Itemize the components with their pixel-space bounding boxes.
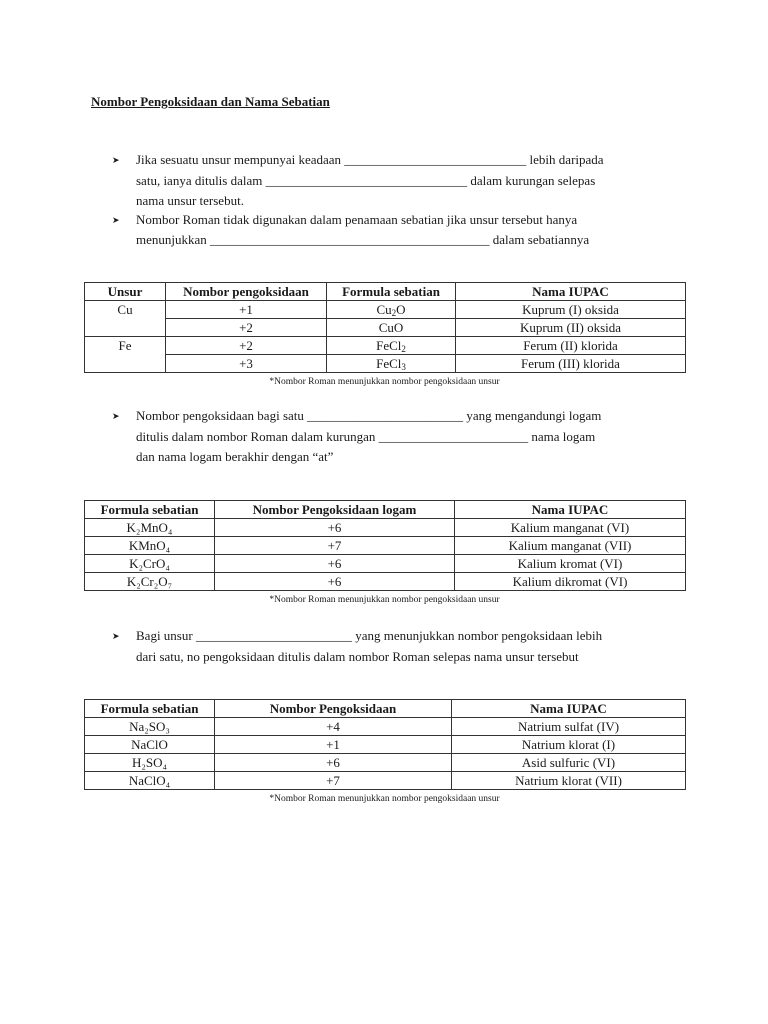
iupac-name-cell: Kalium manganat (VI) bbox=[455, 519, 686, 537]
table-row bbox=[85, 555, 686, 573]
table-header-row bbox=[85, 700, 686, 718]
iupac-name-cell: Asid sulfuric (VI) bbox=[452, 754, 686, 772]
formula-cell: CuO bbox=[327, 319, 456, 337]
iupac-name-cell: Kalium manganat (VII) bbox=[455, 537, 686, 555]
column-header: Nama IUPAC bbox=[455, 501, 686, 519]
oxidation-cell: +6 bbox=[215, 754, 452, 772]
formula-cell: $Cu_2O$ bbox=[327, 301, 456, 319]
oxidation-cell: +6 bbox=[215, 519, 455, 537]
bullet-line: ditulis dalam nombor Roman dalam kurungan _______________________ nama logam bbox=[136, 428, 596, 444]
table-footnote: *Nombor Roman menunjukkan nombor pengoksidaan unsur bbox=[269, 377, 500, 387]
table-header-row bbox=[85, 283, 686, 301]
bullet-list-3 bbox=[112, 626, 672, 667]
column-header: Nombor Pengoksidaan bbox=[215, 700, 452, 718]
table-row bbox=[85, 355, 686, 373]
iupac-name-cell: Ferum (II) klorida bbox=[456, 337, 686, 355]
arrow-bullet-icon: ➤ bbox=[112, 411, 120, 421]
page-title: Nombor Pengoksidaan dan Nama Sebatian bbox=[91, 94, 330, 109]
bullet-item bbox=[112, 150, 672, 212]
bullet-list-2 bbox=[112, 406, 672, 468]
formula-cell: NaClO₄ bbox=[85, 772, 215, 790]
formula-cell: FeCl$_2$ bbox=[327, 337, 456, 355]
arrow-bullet-icon: ➤ bbox=[112, 155, 120, 165]
table-row bbox=[85, 754, 686, 772]
bullet-item bbox=[112, 406, 672, 468]
formula-cell: K₂CrO₄ bbox=[85, 555, 215, 573]
bullet-line: Bagi unsur ________________________ yang menunjukkan nombor pengoksidaan lebih bbox=[136, 628, 603, 643]
bullet-list-1 bbox=[112, 150, 672, 251]
oxidation-cell: +2 bbox=[166, 319, 327, 337]
iupac-name-cell: Kalium dikromat (VI) bbox=[455, 573, 686, 591]
bullet-line: nama unsur tersebut. bbox=[136, 193, 244, 208]
oxidation-cell: +3 bbox=[166, 355, 327, 373]
table-row bbox=[85, 573, 686, 591]
formula-cell: H₂SO₄ bbox=[85, 754, 215, 772]
formula-cell: Na₂SO₃ bbox=[85, 718, 215, 736]
column-header: Nombor pengoksidaan bbox=[166, 283, 327, 301]
column-header: Formula sebatian bbox=[85, 700, 215, 718]
table-footnote: *Nombor Roman menunjukkan nombor pengoksidaan unsur bbox=[269, 595, 500, 605]
table-row bbox=[85, 772, 686, 790]
column-header: Unsur bbox=[85, 283, 166, 301]
table-row bbox=[85, 337, 686, 355]
iupac-name-cell: Kuprum (I) oksida bbox=[456, 301, 686, 319]
bullet-line: Nombor Roman tidak digunakan dalam penamaan sebatian jika unsur tersebut hanya bbox=[136, 211, 578, 227]
column-header: Formula sebatian bbox=[327, 283, 456, 301]
bullet-line: Jika sesuatu unsur mempunyai keadaan ____________________________ lebih daripada bbox=[136, 152, 604, 167]
table-footnote: *Nombor Roman menunjukkan nombor pengoksidaan unsur bbox=[269, 794, 500, 804]
column-header: Nama IUPAC bbox=[456, 283, 686, 301]
table-row bbox=[85, 301, 686, 319]
bullet-line: dan nama logam berakhir dengan “at” bbox=[136, 449, 334, 464]
bullet-line: satu, ianya ditulis dalam _______________________________ dalam kurungan selepas bbox=[136, 172, 596, 188]
iupac-name-cell: Kuprum (II) oksida bbox=[456, 319, 686, 337]
oxidation-cell: +7 bbox=[215, 537, 455, 555]
element-cell: Fe bbox=[85, 337, 166, 373]
oxidation-table-3 bbox=[84, 699, 686, 790]
element-cell: Cu bbox=[85, 301, 166, 337]
formula-cell: KMnO₄ bbox=[85, 537, 215, 555]
formula-cell: NaClO bbox=[85, 736, 215, 754]
arrow-bullet-icon: ➤ bbox=[112, 214, 120, 225]
bullet-line: dari satu, no pengoksidaan ditulis dalam nombor Roman selepas nama unsur tersebut bbox=[136, 648, 579, 664]
formula-cell: K₂MnO₄ bbox=[85, 519, 215, 537]
bullet-item bbox=[112, 210, 672, 251]
iupac-name-cell: Natrium klorat (VII) bbox=[452, 772, 686, 790]
iupac-name-cell: Kalium kromat (VI) bbox=[455, 555, 686, 573]
bullet-item bbox=[112, 626, 672, 667]
oxidation-cell: +6 bbox=[215, 555, 455, 573]
table-row bbox=[85, 319, 686, 337]
table-header-row bbox=[85, 501, 686, 519]
column-header: Nombor Pengoksidaan logam bbox=[215, 501, 455, 519]
iupac-name-cell: Natrium klorat (I) bbox=[452, 736, 686, 754]
formula-cell: FeCl$_3$ bbox=[327, 355, 456, 373]
formula-cell: K₂Cr₂O₇ bbox=[85, 573, 215, 591]
table-row bbox=[85, 736, 686, 754]
iupac-name-cell: Ferum (III) klorida bbox=[456, 355, 686, 373]
arrow-bullet-icon: ➤ bbox=[112, 631, 120, 641]
oxidation-cell: +4 bbox=[215, 718, 452, 736]
bullet-line: Nombor pengoksidaan bagi satu ________________________ yang mengandungi logam bbox=[136, 408, 602, 423]
column-header: Formula sebatian bbox=[85, 501, 215, 519]
oxidation-table-1 bbox=[84, 282, 686, 373]
oxidation-cell: +6 bbox=[215, 573, 455, 591]
table-row bbox=[85, 519, 686, 537]
table-row bbox=[85, 718, 686, 736]
iupac-name-cell: Natrium sulfat (IV) bbox=[452, 718, 686, 736]
oxidation-table-2 bbox=[84, 500, 686, 591]
oxidation-cell: +7 bbox=[215, 772, 452, 790]
oxidation-cell: +2 bbox=[166, 337, 327, 355]
column-header: Nama IUPAC bbox=[452, 700, 686, 718]
oxidation-cell: +1 bbox=[166, 301, 327, 319]
oxidation-cell: +1 bbox=[215, 736, 452, 754]
bullet-line: menunjukkan ___________________________________________ dalam sebatiannya bbox=[136, 232, 590, 247]
table-row bbox=[85, 537, 686, 555]
